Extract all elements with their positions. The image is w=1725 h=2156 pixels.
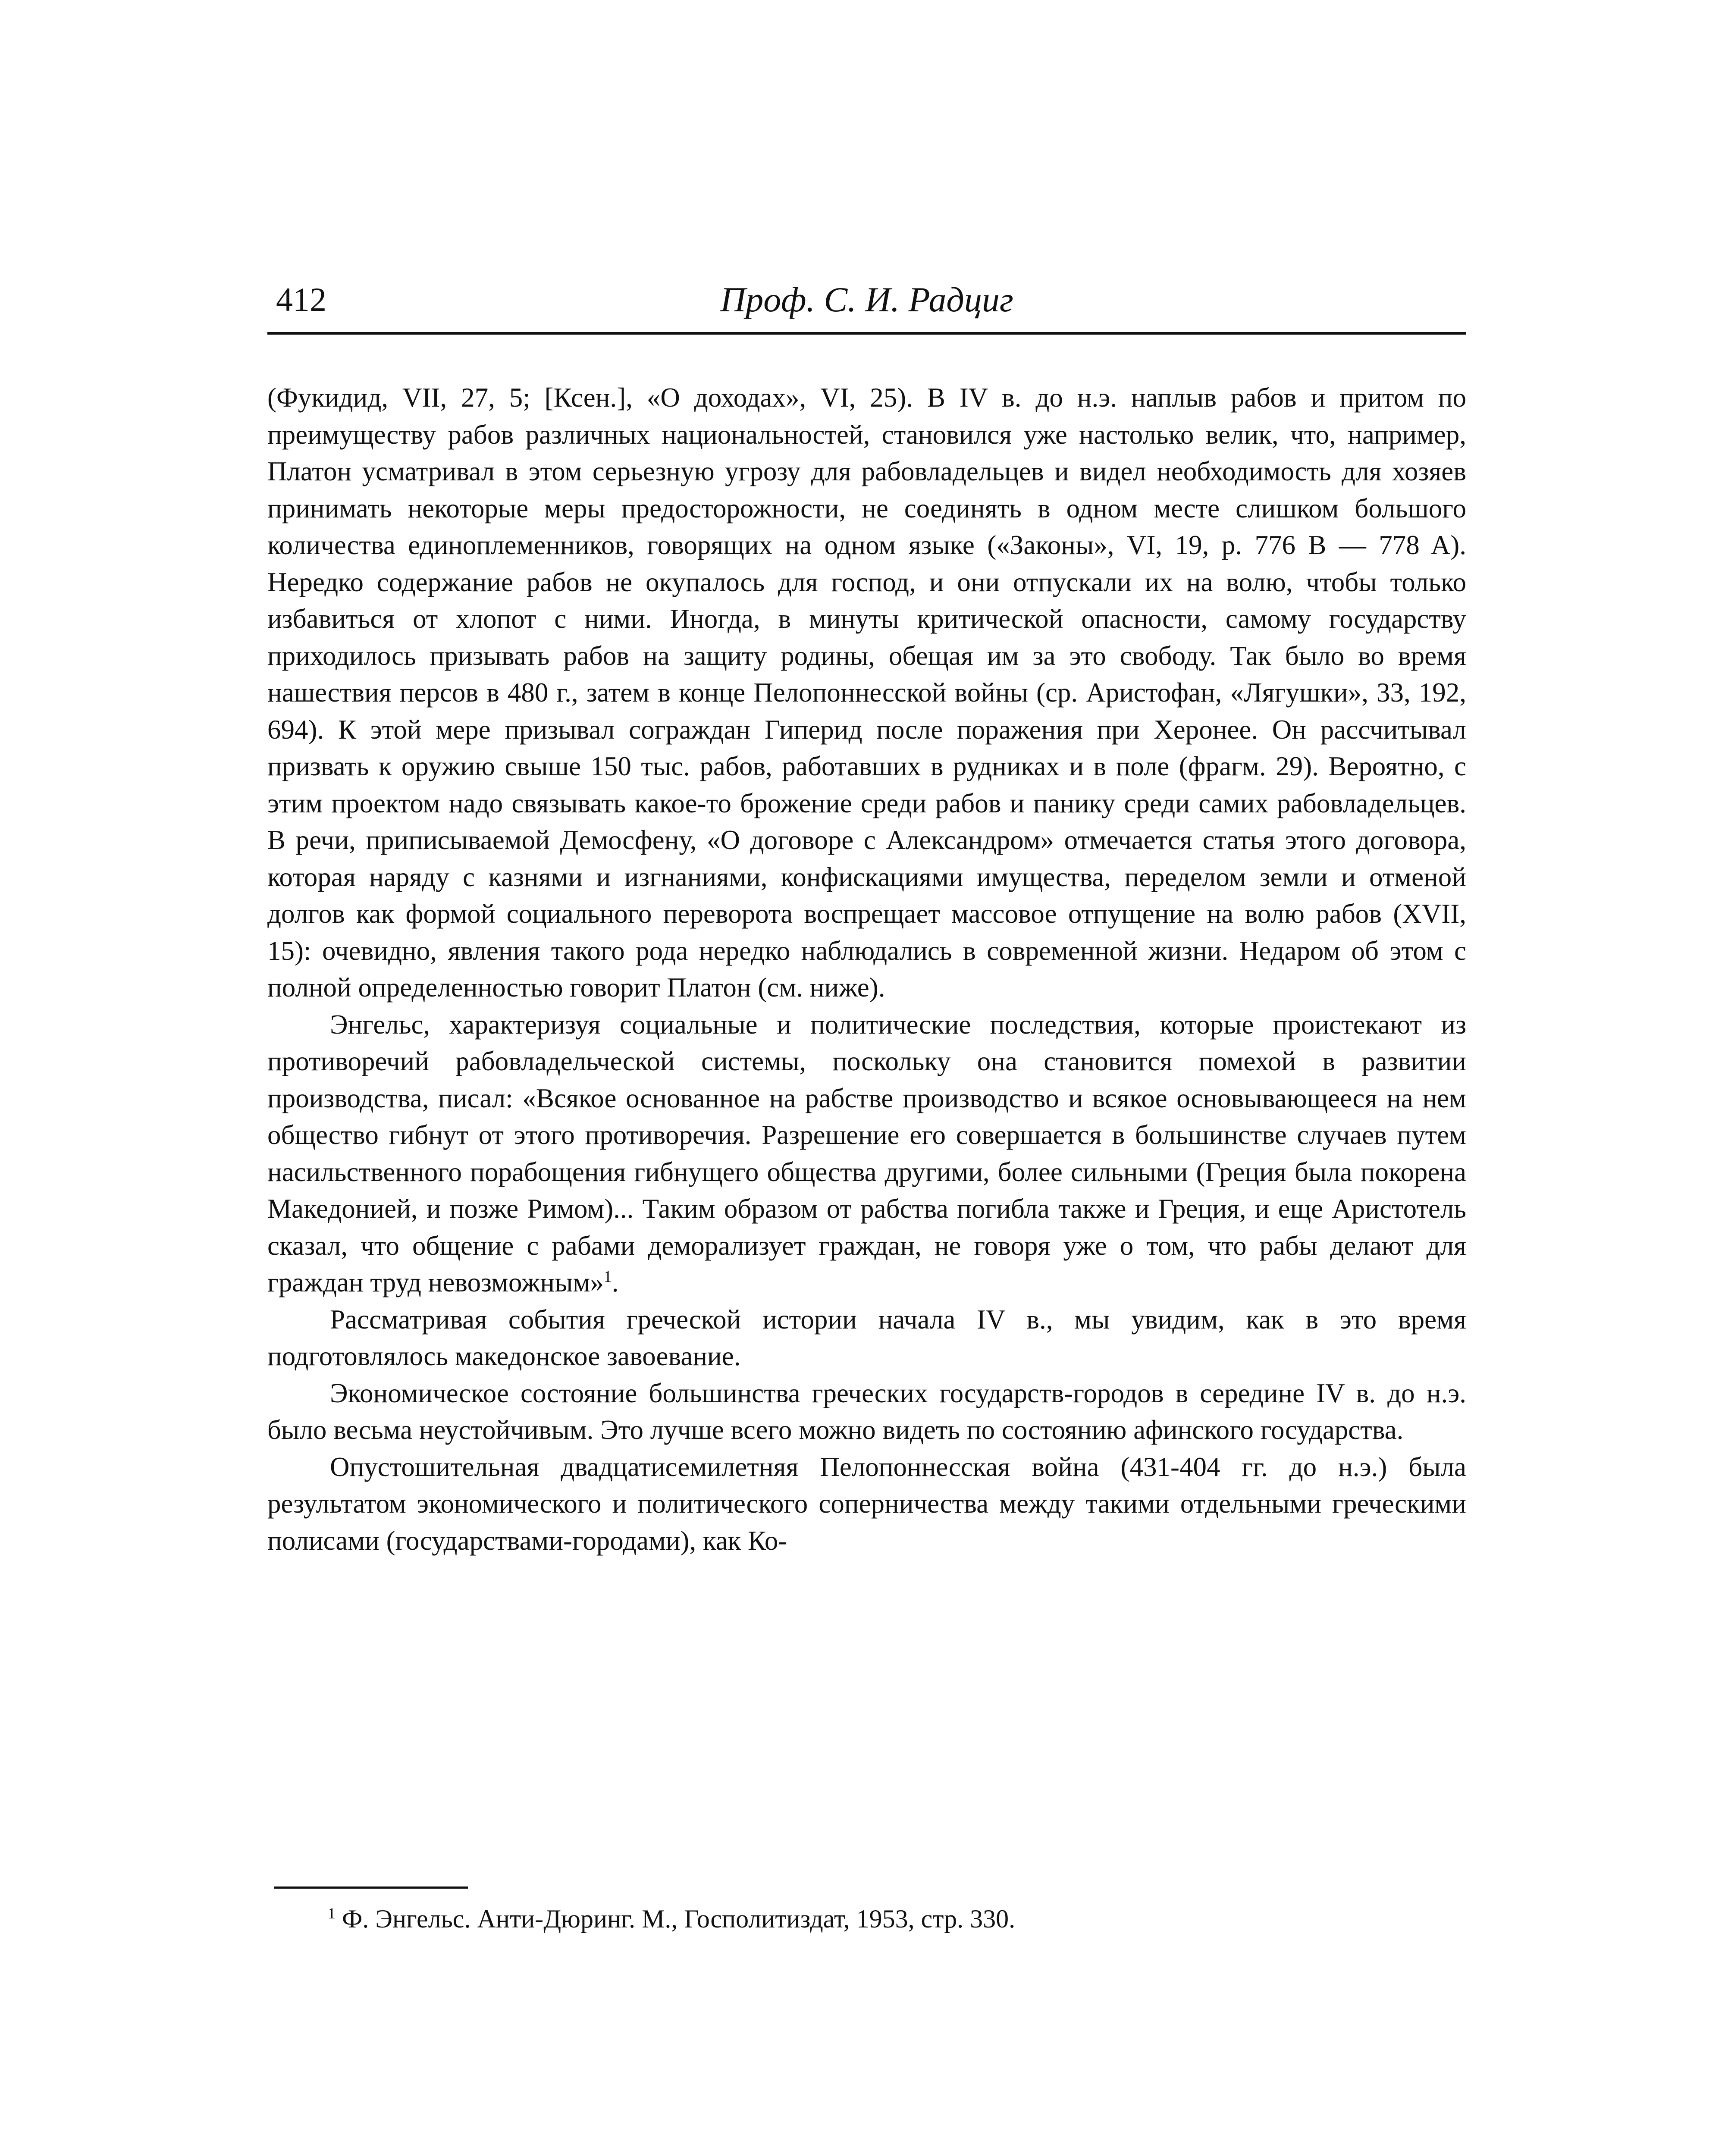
page-number: 412 [276, 281, 326, 318]
footnote-divider [274, 1887, 468, 1889]
page-header [267, 272, 1466, 335]
paragraph-5 [267, 1449, 1466, 1560]
paragraph-3-text: Рассматривая события греческой истории начала IV в., мы увидим, как в это время подготовлялось македонское завоевание. [267, 1304, 1466, 1371]
running-head: Проф. С. И. Радциг [720, 280, 1013, 319]
paragraph-4-text: Экономическое состояние большинства греческих государств-городов в середине IV в. до н.э. было весьма неустойчивым. Это лучше всего можно видеть по состоянию афинского государства. [267, 1378, 1466, 1445]
paragraph-4 [267, 1375, 1466, 1449]
paragraph-1-text: (Фукидид, VII, 27, 5; [Ксен.], «О доходах», VI, 25). В IV в. до н.э. наплыв рабов и притом по преимуществу рабов различных национальностей, становился уже настолько велик, что, например, Платон усматривал в этом серьезную угрозу для рабовладельцев и видел необходимость для хозяев принимать некоторые меры предосторожности, не соединять в одном месте слишком большого количества единоплеменников, говорящих на одном языке («Законы», VI, 19, p. 776 B — 778 A). Нередко содержание рабов не окупалось для господ, и они отпускали их на волю, чтобы только избавиться от хлопот с ними. Иногда, в минуты критической опасности, самому государству приходилось призывать рабов на защиту родины, обещая им за это свободу. Так было во время нашествия персов в 480 г., затем в конце Пелопоннесской войны (ср. Аристофан, «Лягушки», 33, 192, 694). К этой мере призывал сограждан Гиперид после поражения при Херонее. Он рассчитывал призвать к оружию свыше 150 тыс. рабов, работавших в рудниках и в поле (фрагм. 29). Вероятно, с этим проектом надо связывать какое-то брожение среди рабов и панику среди самих рабовладельцев. В речи, приписываемой Демосфену, «О договоре с Александром» отмечается статья этого договора, которая наряду с казнями и изгнаниями, конфискациями имущества, переделом земли и отменой долгов как формой социального переворота воспрещает массовое отпущение на волю рабов (XVII, 15): очевидно, явления такого рода нередко наблюдались в современной жизни. Недаром об этом с полной определенностью говорит Платон (см. ниже). [267, 382, 1466, 1003]
footnote [328, 1902, 1466, 1936]
main-text [267, 379, 1466, 1559]
footnote-marker: 1 [328, 1905, 336, 1922]
paragraph-2-text: Энгельс, характеризуя социальные и политические последствия, которые проистекают из противоречий рабовладельческой системы, поскольку она становится помехой в развитии производства, писал: «Всякое основанное на рабстве производство и всякое основывающееся на нем общество гибнут от этого противоречия. Разрешение его совершается в большинстве случаев путем насильственного порабощения гибнущего общества другими, более сильными (Греция была покорена Македонией, и позже Римом)... Таким образом от рабства погибла также и Греция, и еще Аристотель сказал, что общение с рабами деморализует граждан, не говоря уже о том, что рабы делают для граждан труд невозможным» [267, 1009, 1466, 1297]
paragraph-1 [267, 379, 1466, 1006]
footnote-text: Ф. Энгельс. Анти-Дюринг. М., Госполитиздат, 1953, стр. 330. [342, 1905, 1016, 1933]
paragraph-3 [267, 1301, 1466, 1375]
footnote-reference: 1 [603, 1268, 612, 1286]
paragraph-2: Энгельс, характеризуя социальные и политические последствия, которые проистекают из противоречий рабовладельческой системы, поскольку она становится помехой в развитии производства, писал: «Всякое основанное на рабстве производство и всякое основывающееся на нем общество гибнут от этого противоречия. Разрешение его совершается в большинстве случаев путем насильственного порабощения гибнущего общества другими, более сильными (Греция была покорена Македонией, и позже Римом)... Таким образом от рабства погибла также и Греция, и еще Аристотель сказал, что общение с рабами деморализует граждан, не говоря уже о том, что рабы делают для граждан труд невозможным»$^1$. [267, 1009, 1466, 1297]
paragraph-5-text: Опустошительная двадцатисемилетняя Пелопоннесская война (431-404 гг. до н.э.) была результатом экономического и политического соперничества между такими отдельными греческими полисами (государствами-городами), как Ко- [267, 1451, 1466, 1556]
